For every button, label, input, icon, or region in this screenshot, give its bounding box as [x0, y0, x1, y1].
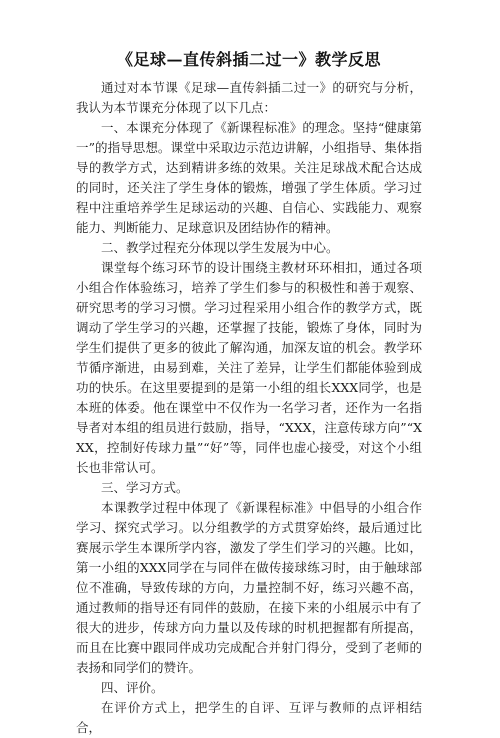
intro-paragraph: 通过对本节课《足球—直传斜插二过一》的研究与分析，我认为本节课充分体现了以下几点： [76, 80, 422, 115]
section-4-heading: 四、评价。 [101, 680, 164, 695]
section-4-paragraph: 在评价方式上，把学生的自评、互评与教师的点评相结合， [76, 700, 422, 735]
section-2-heading: 二、教学过程充分体现以学生发展为中心。 [101, 240, 339, 255]
section-3-paragraph: 本课教学过程中体现了《新课程标准》中倡导的小组合作学习、探究式学习。以分组教学的方式贯穿始终，最后通过比赛展示学生本课所学内容，激发了学生们学习的兴趣。比如，第一小组的XXX同学在与同伴在做传接球练习时，由于触球部位不准确，导致传球的方向，力量控制不好，练习兴趣不高，通过教师的指导还有同伴的鼓励，在接下来的小组展示中有了很大的进步，传球方向力量以及传球的时机把握都有所提高，而且在比赛中跟同伴成功完成配合并射门得分，受到了老师的表扬和同学们的赞许。 [76, 500, 422, 675]
document-title: 《足球—直传斜插二过一》教学反思 [116, 50, 381, 69]
section-2-paragraph: 课堂每个练习环节的设计围绕主教材环环相扣，通过各项小组合作体验练习，培养了学生们参与的积极性和善于观察、研究思考的学习习惯。学习过程采用小组合作的教学方式，既调动了学生学习的兴趣，还掌握了技能，锻炼了身体，同时为学生们提供了更多的彼此了解沟通，加深友谊的机会。教学环节循序渐进，由易到难，关注了差异，让学生们都能体验到成功的快乐。在这里要提到的是第一小组的组长XXX同学，也是本班的体委。他在课堂中不仅作为一名学习者，还作为一名指导者对本组的组员进行鼓励，指导，“XXX，注意传球方向”“XXX，控制好传球力量”“好”等，同伴也虚心接受，对这个小组长也非常认可。 [76, 260, 422, 475]
section-3-heading: 三、学习方式。 [101, 480, 189, 495]
section-1-paragraph: 一、本课充分体现了《新课程标准》的理念。坚持“健康第一”的指导思想。课堂中采取边示范边讲解，小组指导、集体指导的教学方式，达到精讲多练的效果。关注足球战术配合达成的同时，还关注了学生身体的锻炼，增强了学生体质。学习过程中注重培养学生足球运动的兴趣、自信心、实践能力、观察能力、判断能力、足球意识及团结协作的精神。 [76, 120, 422, 235]
document-body [76, 78, 422, 738]
